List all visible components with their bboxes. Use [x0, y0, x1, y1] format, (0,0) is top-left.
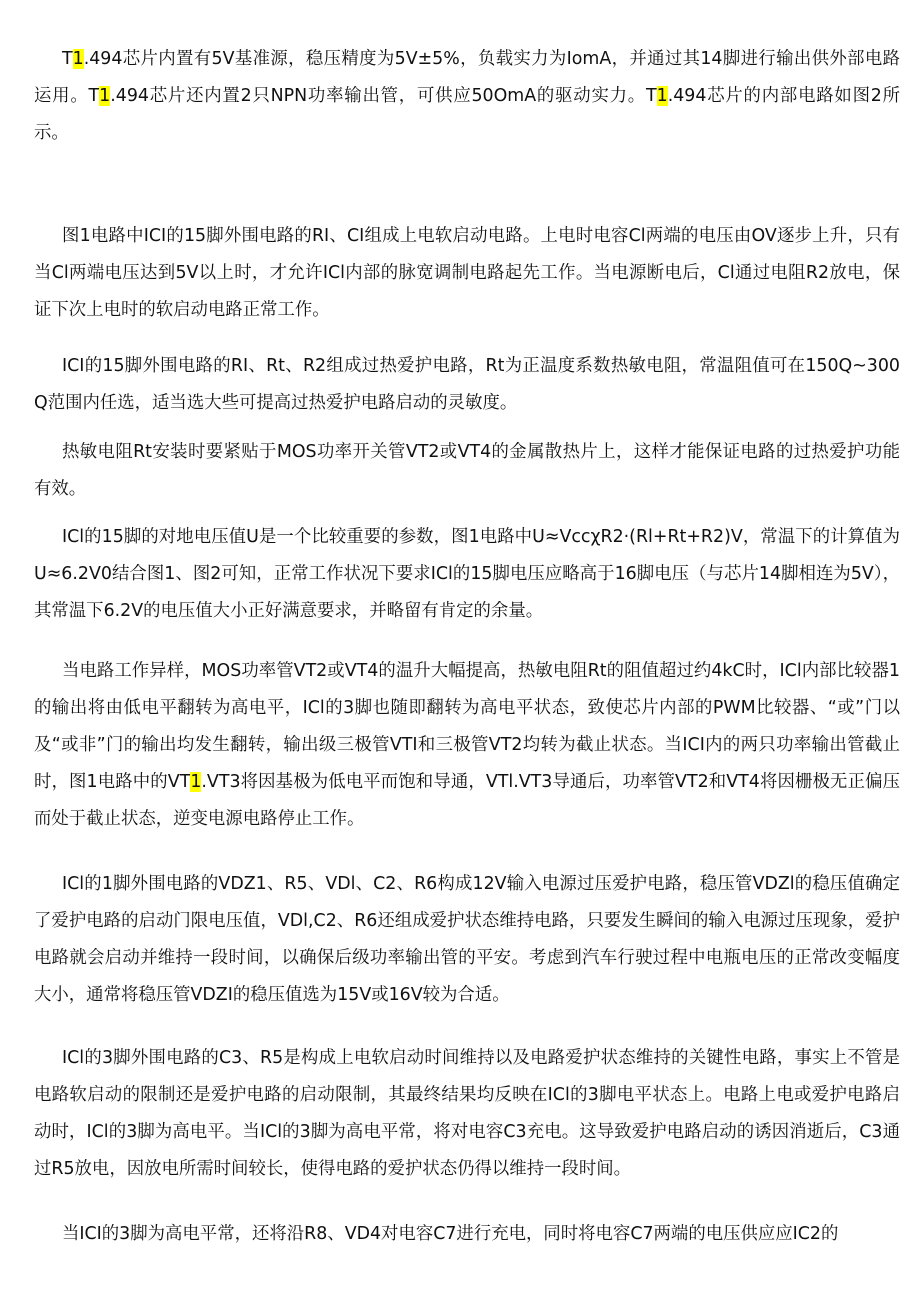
text-segment: ICl的15脚的对地电压值U是一个比较重要的参数，图1电路中U≈VccχR2·(Rl+Rt+R2)V，常温下的计算值为U≈6.2V0结合图1、图2可知，正常工作状况下要求ICl的15脚电压应略高于16脚电压（与芯片14脚相连为5V），其常温下6.2V的电压值大小正好满意要求，并略留有肯定的余量。	[34, 527, 900, 621]
document-page	[34, 0, 900, 1301]
text-segment: 图1电路中ICI的15脚外围电路的RI、CI组成上电软启动电路。上电时电容Cl两端的电压由OV逐步上升，只有当Cl两端电压达到5V以上时，才允许ICl内部的脉宽调制电路起先工作。当电源断电后，Cl通过电阻R2放电，保证下次上电时的软启动电路正常工作。	[34, 226, 900, 320]
highlighted-text: 1	[99, 86, 111, 106]
paragraph-5	[34, 519, 900, 630]
text-segment: 热敏电阻Rt安装时要紧贴于MOS功率开关管VT2或VT4的金属散热片上，这样才能保证电路的过热爱护功能有效。	[34, 442, 900, 499]
text-segment: ICl的3脚外围电路的C3、R5是构成上电软启动时间维持以及电路爱护状态维持的关键性电路，事实上不管是电路软启动的限制还是爱护电路的启动限制，其最终结果均反映在ICl的3脚电平状态上。电路上电或爱护电路启动时，ICl的3脚为高电平。当ICl的3脚为高电平常，将对电容C3充电。这导致爱护电路启动的诱因消逝后，C3通过R5放电，因放电所需时间较长，使得电路的爱护状态仍得以维持一段时间。	[34, 1048, 900, 1179]
text-segment: ICl的1脚外围电路的VDZ1、R5、VDl、C2、R6构成12V输入电源过压爱护电路，稳压管VDZl的稳压值确定了爱护电路的启动门限电压值，VDl,C2、R6还组成爱护状态维持电路，只要发生瞬间的输入电源过压现象，爱护电路就会启动并维持一段时间，以确保后级功率输出管的平安。考虑到汽车行驶过程中电瓶电压的正常改变幅度大小，通常将稳压管VDZI的稳压值选为15V或16V较为合适。	[34, 874, 900, 1005]
text-segment: ICI的15脚外围电路的RI、Rt、R2组成过热爱护电路，Rt为正温度系数热敏电阻，常温阻值可在150Q~300Q范围内任选，适当选大些可提高过热爱护电路启动的灵敏度。	[34, 356, 900, 413]
highlighted-text: 1	[190, 772, 202, 792]
highlighted-text: 1	[656, 86, 668, 106]
text-segment: .VT3将因基极为低电平而饱和导通，VTl.VT3导通后，功率管VT2和VT4将因栅极无正偏压而处于截止状态，逆变电源电路停止工作。	[34, 772, 900, 829]
text-segment: 当ICI的3脚为高电平常，还将沿R8、VD4对电容C7进行充电，同时将电容C7两端的电压供应应IC2的	[62, 1224, 839, 1244]
text-segment: 当电路工作异样，MOS功率管VT2或VT4的温升大幅提高，热敏电阻Rt的阻值超过约4kC时，ICl内部比较器1的输出将由低电平翻转为高电平，ICl的3脚也随即翻转为高电平状态，致使芯片内部的PWM比较器、“或”门以及“或非”门的输出均发生翻转，输出级三极管VTI和三极管VT2均转为截止状态。当ICI内的两只功率输出管截止时，图1电路中的VT	[34, 661, 900, 792]
paragraph-7	[34, 866, 900, 1014]
text-segment: .494芯片的内部电路如图2所示。	[34, 86, 901, 143]
highlighted-text: 1	[72, 49, 84, 69]
paragraph-2	[34, 218, 900, 329]
paragraph-6	[34, 653, 900, 838]
paragraph-9	[34, 1216, 900, 1253]
text-segment: .494芯片还内置2只NPN功率输出管，可供应50OmA的驱动实力。T	[110, 86, 657, 106]
text-segment: .494芯片内置有5V基准源，稳压精度为5V±5%，负载实力为IomA，并通过其14脚进行输出供外部电路运用。T	[34, 49, 900, 106]
paragraph-3	[34, 348, 900, 422]
paragraph-1	[34, 41, 900, 152]
paragraph-8	[34, 1040, 900, 1188]
paragraph-4	[34, 434, 900, 508]
text-segment: T	[62, 49, 73, 69]
